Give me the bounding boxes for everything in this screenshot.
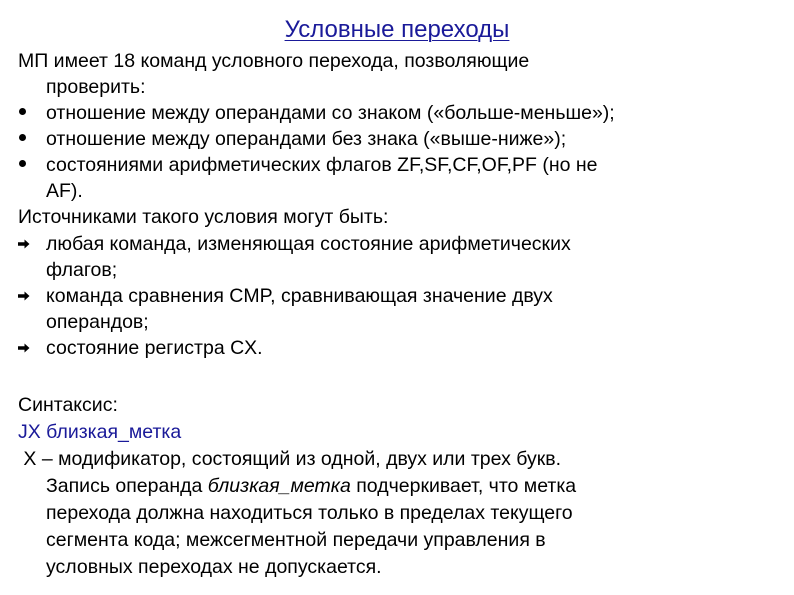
check-item-2: отношение между операндами без знака («выше-ниже»); — [46, 128, 567, 150]
explanation-line-2 — [46, 473, 576, 499]
intro-line-2: проверить: — [46, 76, 146, 98]
bullet-dot-icon — [19, 160, 26, 167]
explanation-line-2-start: Запись операнда — [46, 475, 208, 497]
bullet-dot-icon — [19, 108, 26, 115]
syntax-heading: Синтаксис: — [18, 394, 118, 416]
arrow-right-icon — [18, 238, 30, 250]
source-item-2: команда сравнения CMP, сравнивающая значение двух — [46, 285, 553, 307]
source-item-1-continued: флагов; — [46, 259, 118, 281]
explanation-line-5: условных переходах не допускается. — [46, 556, 382, 578]
source-item-2-continued: операндов; — [46, 311, 149, 333]
check-item-3: состояниями арифметических флагов ZF,SF,CF,OF,PF (но не — [46, 154, 598, 176]
source-item-1: любая команда, изменяющая состояние арифметических — [46, 233, 571, 255]
explanation-line-4: сегмента кода; межсегментной передачи управления в — [46, 529, 546, 551]
operand-emphasis: близкая_метка — [207, 475, 351, 497]
intro-line-1: МП имеет 18 команд условного перехода, позволяющие — [18, 50, 530, 72]
check-item-3-continued: AF). — [46, 180, 83, 202]
page-title: Условные переходы — [284, 16, 510, 43]
explanation-line-3: перехода должна находиться только в пределах текущего — [46, 502, 573, 524]
explanation-line-1: X – модификатор, состоящий из одной, двух или трех букв. — [18, 448, 562, 470]
arrow-right-icon — [18, 342, 30, 354]
bullet-dot-icon — [19, 134, 26, 141]
check-item-1: отношение между операндами со знаком («больше-меньше»); — [46, 102, 615, 124]
source-item-3: состояние регистра CX. — [46, 337, 263, 359]
syntax-code: JX близкая_метка — [18, 421, 182, 443]
arrow-right-icon — [18, 290, 30, 302]
explanation-line-2-end: подчеркивает, что метка — [350, 475, 577, 497]
sources-heading: Источниками такого условия могут быть: — [18, 206, 389, 228]
